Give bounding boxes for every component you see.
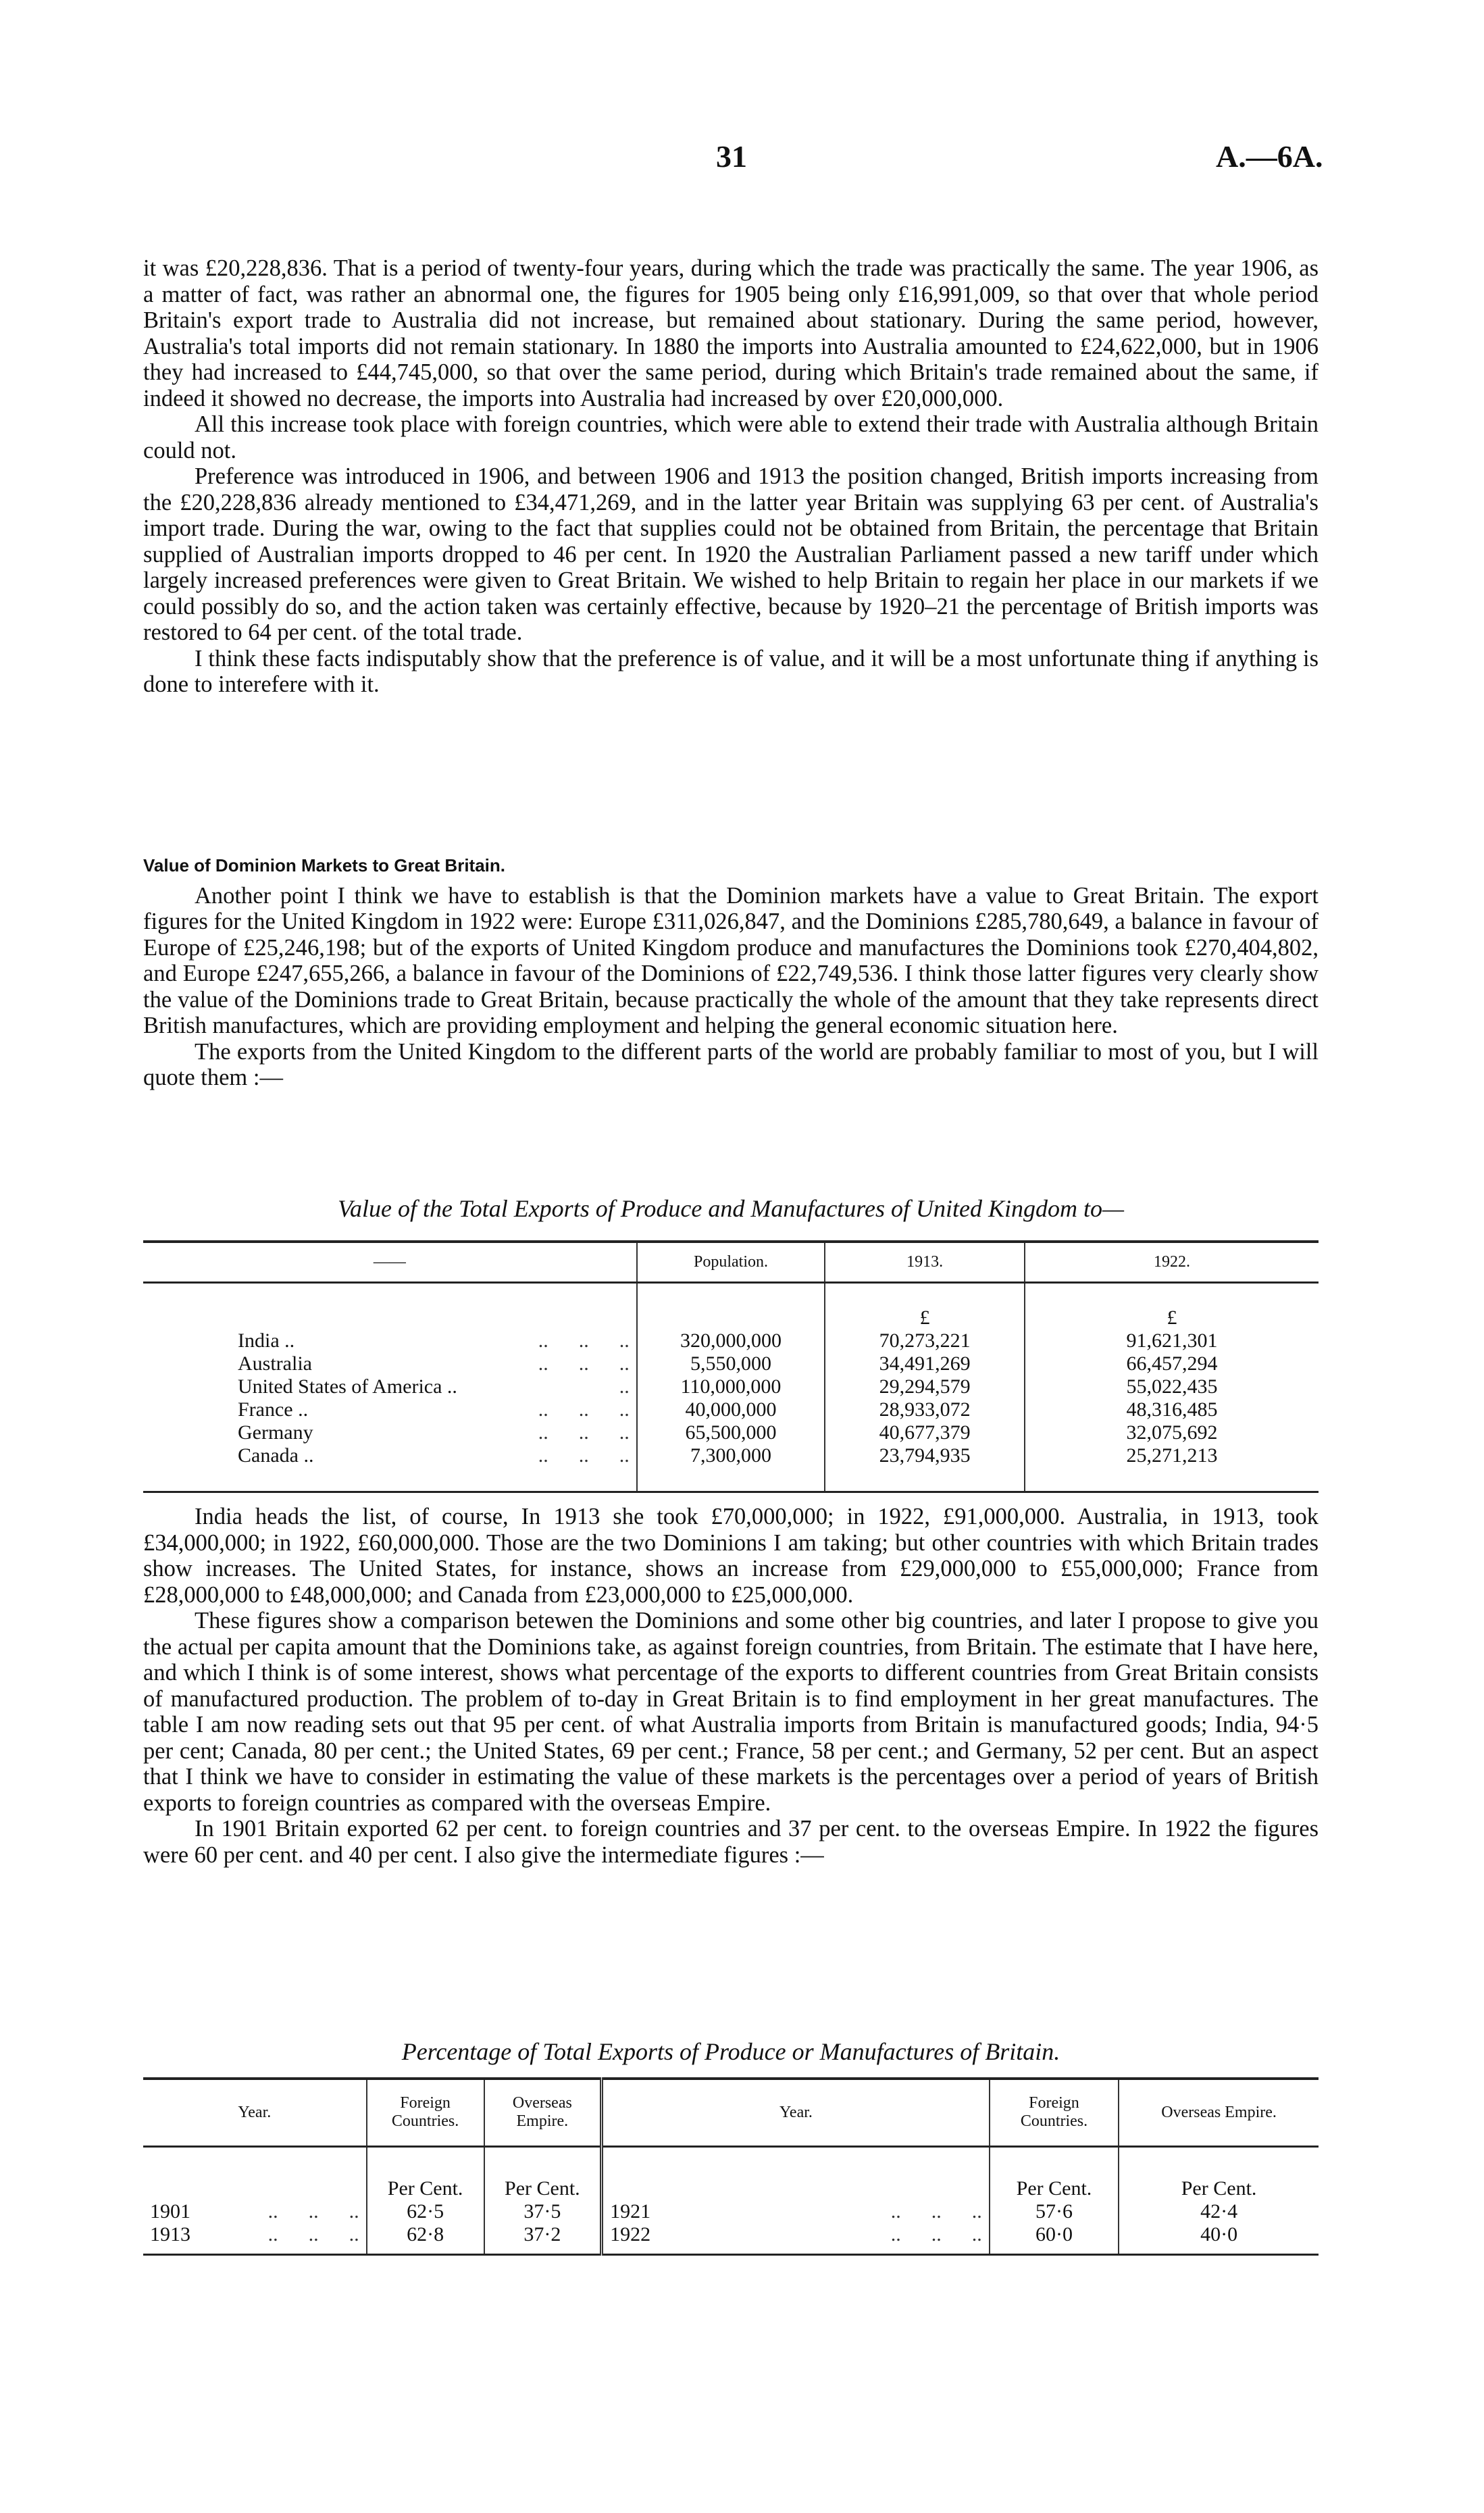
leader-dots: .. .. .. — [538, 1421, 630, 1444]
exports-1922-cell: 48,316,485 — [1025, 1398, 1319, 1421]
exports-1913-cell: 40,677,379 — [825, 1421, 1025, 1444]
exports-1922-cell: 91,621,301 — [1025, 1329, 1319, 1352]
paragraph: I think these facts indisputably show that the preference is of value, and it will be a most unfortunate thing if anything is done to interefere with it. — [143, 645, 1319, 697]
exports-1922-cell: 25,271,213 — [1025, 1444, 1319, 1467]
header-empire-right: Overseas Empire. — [1119, 2079, 1319, 2146]
header-1913: 1913. — [825, 1242, 1025, 1282]
year-value: 1913 — [150, 2223, 190, 2245]
header-year-left: Year. — [143, 2079, 367, 2146]
population-cell: 40,000,000 — [637, 1398, 825, 1421]
exports-1913-cell: 29,294,579 — [825, 1375, 1025, 1398]
table-row — [143, 1421, 1319, 1444]
empire-pct-cell: 37·5 — [484, 2200, 602, 2223]
country-name: Canada .. — [238, 1444, 314, 1467]
unit-label: Per Cent. — [1119, 2146, 1319, 2200]
document-reference: A.—6A. — [1216, 139, 1323, 174]
leader-dots: .. .. .. — [880, 2200, 982, 2223]
country-cell — [143, 1421, 637, 1444]
paragraph: India heads the list, of course, In 1913 she took £70,000,000; in 1922, £91,000,000. Australia, in 1913, took £34,000,000; in 1922, £60,000,000. Those are the two Dominions I am taking; but other countries with which Britain trades show increases. The United States, for instance, shows an increase from £29,000,000 to £55,000,000; France from £28,000,000 to £48,000,000; and Canada from £23,000,000 to £25,000,000. — [143, 1504, 1319, 1608]
paragraph: it was £20,228,836. That is a period of twenty-four years, during which the trade was practically the same. The year 1906, as a matter of fact, was rather an abnormal one, the figures for 1905 being only £16,991,009, so that over that whole period Britain's export trade to Australia did not increase, but remained about stationary. During the same period, however, Australia's total imports did not remain stationary. In 1880 the imports into Australia amounted to £24,622,000, but in 1906 they had increased to £44,745,000, so that over the same period, during which Britain's trade remained about the same, if indeed it showed no decrease, the imports into Australia had increased by over £20,000,000. — [143, 255, 1319, 411]
exports-1913-cell: 23,794,935 — [825, 1444, 1025, 1467]
year-cell — [143, 2200, 367, 2223]
paragraph: Preference was introduced in 1906, and between 1906 and 1913 the position changed, British imports increasing from the £20,228,836 already mentioned to £34,471,269, and in the latter year Britain was supplying 63 per cent. of Australia's import trade. During the war, owing to the fact that supplies could not be obtained from Britain, the percentage that Britain supplied of Australian imports dropped to 46 per cent. In 1920 the Australian Parliament passed a new tariff under which largely increased preferences were given to Great Britain. We wished to help Britain to regain her place in our markets if we could possibly do so, and the action taken was certainly effective, because by 1920–21 the percentage of British imports was restored to 64 per cent. of the total trade. — [143, 463, 1319, 645]
year-value: 1901 — [150, 2200, 190, 2223]
paragraph: The exports from the United Kingdom to the different parts of the world are probably familiar to most of you, but I will quote them :— — [143, 1038, 1319, 1090]
leader-dots: .. .. .. — [538, 1444, 630, 1467]
header-empire-left: Overseas Empire. — [484, 2079, 602, 2146]
population-cell: 5,550,000 — [637, 1352, 825, 1375]
country-name: Germany — [238, 1421, 313, 1444]
year-cell — [602, 2223, 990, 2246]
country-name: France .. — [238, 1398, 309, 1421]
header-country: —— — [143, 1242, 637, 1282]
table-row — [143, 1444, 1319, 1467]
page-number: 31 — [716, 139, 747, 174]
country-name: Australia — [238, 1352, 312, 1375]
table-row — [143, 2223, 1319, 2246]
table-row — [143, 1329, 1319, 1352]
unit-1913: £ — [825, 1282, 1025, 1329]
population-cell: 320,000,000 — [637, 1329, 825, 1352]
foreign-pct-cell: 57·6 — [990, 2200, 1119, 2223]
leader-dots: .. .. .. — [257, 2200, 359, 2223]
foreign-pct-cell: 60·0 — [990, 2223, 1119, 2246]
population-cell: 65,500,000 — [637, 1421, 825, 1444]
exports-table — [143, 1240, 1319, 1493]
population-cell: 7,300,000 — [637, 1444, 825, 1467]
header-foreign-left: Foreign Countries. — [367, 2079, 484, 2146]
header-1922: 1922. — [1025, 1242, 1319, 1282]
paragraph: These figures show a comparison betewen the Dominions and some other big countries, and later I propose to give you the actual per capita amount that the Dominions take, as against foreign countries, from Britain. The estimate that I have here, and which I think is of some interest, shows what percentage of the exports to different countries from Great Britain consists of manufactured production. The problem of to-day in Great Britain is to find employment in her great manufactures. The table I am now reading sets out that 95 per cent. of what Australia imports from Britain is manufactured goods; India, 94·5 per cent; Canada, 80 per cent.; the United States, 69 per cent.; France, 58 per cent.; and Germany, 52 per cent. But an aspect that I think we have to consider in estimating the value of these markets is the percentages over a period of years of British exports to foreign countries as compared with the overseas Empire. — [143, 1608, 1319, 1816]
table-row — [143, 2200, 1319, 2223]
exports-1922-cell: 32,075,692 — [1025, 1421, 1319, 1444]
leader-dots: .. .. .. — [538, 1329, 630, 1352]
exports-1922-cell: 66,457,294 — [1025, 1352, 1319, 1375]
table-row — [143, 1375, 1319, 1398]
unit-1922: £ — [1025, 1282, 1319, 1329]
country-cell — [143, 1329, 637, 1352]
section-heading: Value of Dominion Markets to Great Britain. — [143, 855, 505, 875]
leader-dots: .. .. .. — [538, 1398, 630, 1421]
country-cell — [143, 1375, 637, 1398]
country-cell — [143, 1398, 637, 1421]
population-cell: 110,000,000 — [637, 1375, 825, 1398]
empire-pct-cell: 42·4 — [1119, 2200, 1319, 2223]
body-text-top — [143, 255, 1319, 698]
header-year-right: Year. — [602, 2079, 990, 2146]
year-value: 1922 — [610, 2223, 651, 2245]
table-row — [143, 1398, 1319, 1421]
year-cell — [143, 2223, 367, 2246]
leader-dots: .. .. .. — [257, 2223, 359, 2245]
unit-label: Per Cent. — [484, 2146, 602, 2200]
unit-label: Per Cent. — [367, 2146, 484, 2200]
empire-pct-cell: 37·2 — [484, 2223, 602, 2246]
country-name: United States of America .. — [238, 1375, 457, 1398]
foreign-pct-cell: 62·5 — [367, 2200, 484, 2223]
header-foreign-right: Foreign Countries. — [990, 2079, 1119, 2146]
unit-label: Per Cent. — [990, 2146, 1119, 2200]
foreign-pct-cell: 62·8 — [367, 2223, 484, 2246]
exports-1913-cell: 28,933,072 — [825, 1398, 1025, 1421]
paragraph: In 1901 Britain exported 62 per cent. to foreign countries and 37 per cent. to the overseas Empire. In 1922 the figures were 60 per cent. and 40 per cent. I also give the intermediate figures :— — [143, 1816, 1319, 1868]
leader-dots: .. .. .. — [880, 2223, 982, 2245]
empire-pct-cell: 40·0 — [1119, 2223, 1319, 2246]
paragraph: All this increase took place with foreign countries, which were able to extend their trade with Australia although Britain could not. — [143, 411, 1319, 463]
table1-title: Value of the Total Exports of Produce and Manufactures of United Kingdom to— — [338, 1195, 1124, 1222]
exports-1922-cell: 55,022,435 — [1025, 1375, 1319, 1398]
exports-1913-cell: 34,491,269 — [825, 1352, 1025, 1375]
exports-1913-cell: 70,273,221 — [825, 1329, 1025, 1352]
paragraph: Another point I think we have to establish is that the Dominion markets have a value to Great Britain. The export figures for the United Kingdom in 1922 were: Europe £311,026,847, and the Dominions £285,780,649, a balance in favour of Europe of £25,246,198; but of the exports of United Kingdom produce and manufactures the Dominions took £270,404,802, and Europe £247,655,266, a balance in favour of the Dominions of £22,749,536. I think those latter figures very clearly show the value of the Dominions trade to Great Britain, because practically the whole of the amount that they take represents direct British manufactures, which are providing employment and helping the general economic situation here. — [143, 882, 1319, 1038]
body-text-bottom — [143, 1504, 1319, 1868]
body-text-mid — [143, 853, 1319, 1091]
table-row — [143, 1352, 1319, 1375]
leader-dots: .. — [619, 1375, 630, 1398]
year-value: 1921 — [610, 2200, 651, 2223]
country-cell — [143, 1352, 637, 1375]
country-name: India .. — [238, 1329, 295, 1352]
country-cell — [143, 1444, 637, 1467]
table2-title: Percentage of Total Exports of Produce or Manufactures of Britain. — [401, 2038, 1060, 2065]
percentage-table — [143, 2077, 1319, 2256]
leader-dots: .. .. .. — [538, 1352, 630, 1375]
header-population: Population. — [637, 1242, 825, 1282]
year-cell — [602, 2200, 990, 2223]
